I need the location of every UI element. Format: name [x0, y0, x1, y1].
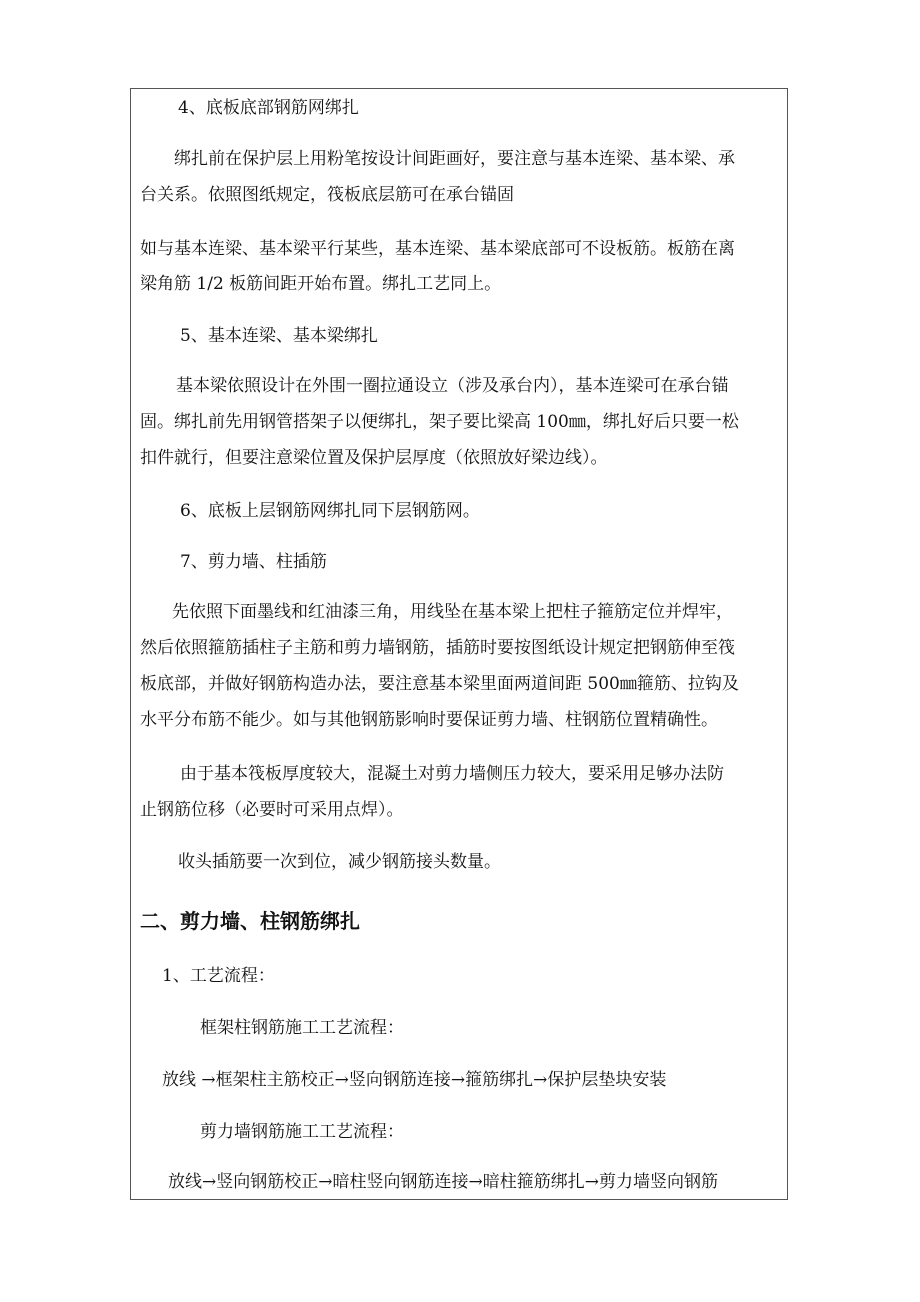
item7-paragraph2-line2: 止钢筋位移（必要时可采用点焊）。 [140, 800, 404, 820]
shear-wall-process-flow: 放线→竖向钢筋校正→暗柱竖向钢筋连接→暗柱箍筋绑扎→剪力墙竖向钢筋 [168, 1172, 718, 1192]
item4-paragraph1-line2: 台关系。依照图纸规定，筏板底层筋可在承台锚固 [140, 185, 514, 205]
item4-paragraph2-line1: 如与基本连梁、基本梁平行某些，基本连梁、基本梁底部可不设板筋。板筋在离 [140, 239, 735, 259]
item6-title: 6、底板上层钢筋网绑扎同下层钢筋网。 [180, 501, 480, 521]
item7-paragraph1-line4: 水平分布筋不能少。如与其他钢筋影响时要保证剪力墙、柱钢筋位置精确性。 [140, 710, 718, 730]
frame-column-process-flow: 放线 →框架柱主筋校正→竖向钢筋连接→箍筋绑扎→保护层垫块安装 [162, 1070, 667, 1090]
item5-paragraph1-line2: 固。绑扎前先用钢管搭架子以便绑扎，架子要比梁高 100㎜，绑扎好后只要一松 [140, 412, 739, 432]
item4-paragraph2-line2: 梁角筋 1/2 板筋间距开始布置。绑扎工艺同上。 [140, 274, 502, 294]
item7-paragraph1-line3: 板底部，并做好钢筋构造办法，要注意基本梁里面两道间距 500㎜箍筋、拉钩及 [140, 674, 739, 694]
item7-paragraph1-line2: 然后依照箍筋插柱子主筋和剪力墙钢筋，插筋时要按图纸设计规定把钢筋伸至筏 [140, 638, 735, 658]
item7-paragraph2-line1: 由于基本筏板厚度较大，混凝土对剪力墙侧压力较大，要采用足够办法防 [180, 764, 724, 784]
section2-heading: 二、剪力墙、柱钢筋绑扎 [140, 909, 360, 933]
shear-wall-process-title: 剪力墙钢筋施工工艺流程： [200, 1122, 404, 1142]
item7-paragraph3: 收头插筋要一次到位，减少钢筋接头数量。 [178, 852, 501, 872]
item5-paragraph1-line3: 扣件就行，但要注意梁位置及保护层厚度（依照放好梁边线）。 [140, 448, 608, 468]
frame-column-process-title: 框架柱钢筋施工工艺流程： [200, 1018, 404, 1038]
item7-title: 7、剪力墙、柱插筋 [180, 552, 327, 572]
item4-title: 4、底板底部钢筋网绑扎 [178, 98, 359, 118]
s2-item1-title: 1、工艺流程： [162, 966, 275, 986]
item4-paragraph1-line1: 绑扎前在保护层上用粉笔按设计间距画好，要注意与基本连梁、基本梁、承 [174, 149, 735, 169]
item7-paragraph1-line1: 先依照下面墨线和红油漆三角，用线坠在基本梁上把柱子箍筋定位并焊牢， [172, 602, 733, 622]
item5-paragraph1-line1: 基本梁依照设计在外围一圈拉通设立（涉及承台内），基本连梁可在承台锚 [176, 376, 729, 396]
item5-title: 5、基本连梁、基本梁绑扎 [180, 326, 378, 346]
